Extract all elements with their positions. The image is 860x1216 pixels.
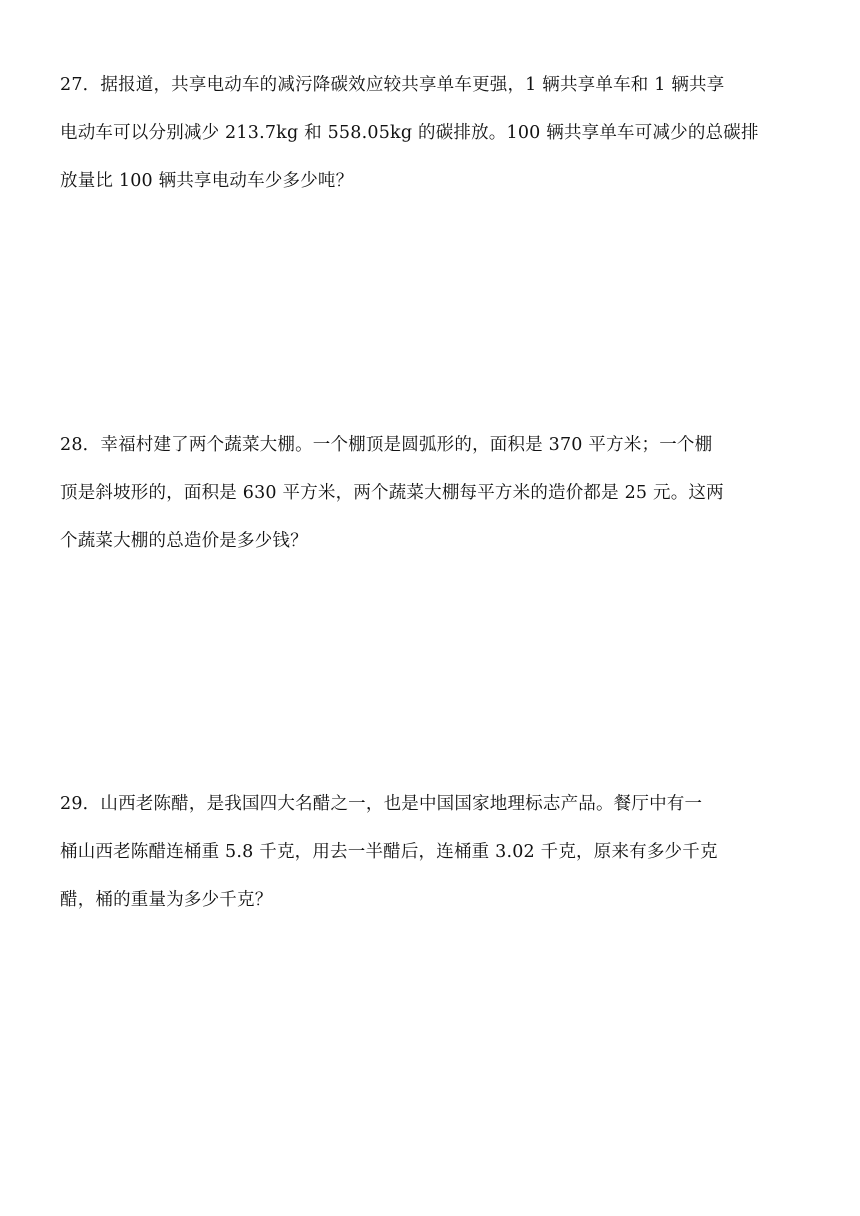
question-27 xyxy=(60,61,805,205)
question-27-line-2: 电动车可以分别减少 213.7kg 和 558.05kg 的碳排放。100 辆共享单车可减少的总碳排 xyxy=(60,123,759,143)
question-29-line-3: 醋，桶的重量为多少千克？ xyxy=(60,890,273,910)
question-28-line-1: 28．幸福村建了两个蔬菜大棚。一个棚顶是圆弧形的，面积是 370 平方米；一个棚 xyxy=(60,435,713,455)
question-29-line-2: 桶山西老陈醋连桶重 5.8 千克，用去一半醋后，连桶重 3.02 千克，原来有多少千克 xyxy=(60,842,718,862)
question-28 xyxy=(60,421,805,565)
question-27-line-1: 27．据报道，共享电动车的减污降碳效应较共享单车更强，1 辆共享单车和 1 辆共享 xyxy=(60,75,725,95)
answer-space-29 xyxy=(60,924,805,1204)
answer-space-28 xyxy=(60,565,805,765)
question-29-line-1: 29．山西老陈醋，是我国四大名醋之一，也是中国国家地理标志产品。餐厅中有一 xyxy=(60,794,703,814)
question-28-line-2: 顶是斜坡形的，面积是 630 平方米，两个蔬菜大棚每平方米的造价都是 25 元。这两 xyxy=(60,483,724,503)
question-28-line-3: 个蔬菜大棚的总造价是多少钱？ xyxy=(60,531,308,551)
answer-space-27 xyxy=(60,205,805,405)
question-27-line-3: 放量比 100 辆共享电动车少多少吨？ xyxy=(60,171,354,191)
question-29 xyxy=(60,780,805,924)
